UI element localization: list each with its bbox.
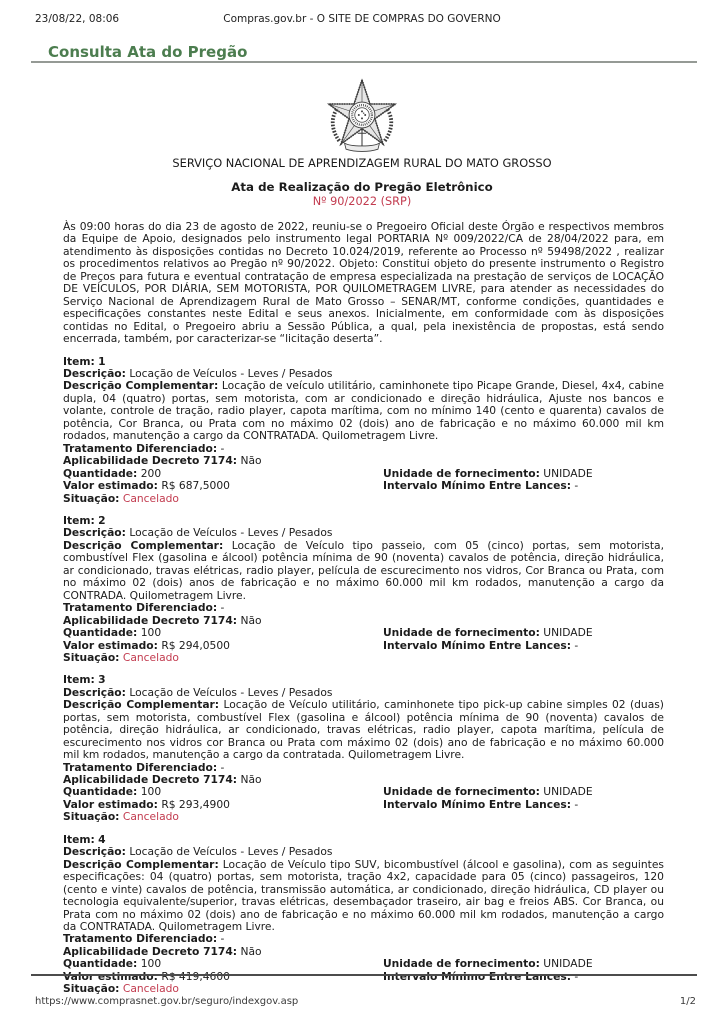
tratamento-value: - [220,760,225,774]
intro-paragraph: Às 09:00 horas do dia 23 de agosto de 2022, reuniu-se o Pregoeiro Oficial deste Órgão e respectivos membros da Equipe de Apoio, designados pelo instrumento legal PORTARIA Nº 009/2022/CA de 28/04/2022 para, em atendimento às disposições contidas no Decreto 10.024/2019, referente ao Processo nº 59498/2022 , realizar os procedimentos relativos ao Pregão nº 90/2022. Objeto: Constitui objeto do presente instrumento o Registro de Preços para futura e eventual contratação de empresa especializada na prestação de serviços de LOCAÇÃO DE VEÍCULOS, POR DIÁRIA, SEM MOTORISTA, POR QUILOMETRAGEM LIVRE, para atender as necessidades do Serviço Nacional de Aprendizagem Rural de Mato Grosso – SENAR/MT, conforme condições, quantidades e especificações constantes neste Edital e seus anexos. Inicialmente, em conformidade com às disposições contidas no Edital, o Pregoeiro abriu a Sessão Pública, a qual, pela inexistência de propostas, está sendo encerrada, também, por caracterizar-se “licitação deserta”. [63,220,664,346]
unidade-value: UNIDADE [543,626,593,640]
tratamento-label: Tratamento Diferenciado: [63,601,218,615]
situacao-label: Situação: [63,650,120,664]
descricao-complementar-label: Descrição Complementar: [63,379,219,393]
descricao-value: Locação de Veículos - Leves / Pesados [129,685,333,699]
unidade-label: Unidade de fornecimento: [383,466,540,480]
quantidade-label: Quantidade: [63,466,138,480]
print-header [0,13,724,27]
tratamento-value: - [220,441,225,455]
aplicabilidade-value: Não [240,613,262,627]
valor-label: Valor estimado: [63,638,158,652]
valor-value: R$ 293,4900 [161,797,230,811]
item-number: 1 [98,354,106,368]
descricao-label: Descrição: [63,526,126,540]
descricao-value: Locação de Veículos - Leves / Pesados [129,526,333,540]
document-body [63,221,664,996]
status-badge: Cancelado [122,491,179,505]
unidade-value: UNIDADE [543,957,593,971]
descricao-value: Locação de Veículos - Leves / Pesados [129,845,333,859]
pregao-item-1 [63,356,664,505]
unidade-label: Unidade de fornecimento: [383,785,540,799]
document-number: Nº 90/2022 (SRP) [312,195,412,208]
print-datetime: 23/08/22, 08:06 [35,13,120,25]
item-number: 4 [98,832,106,846]
brazil-coat-of-arms-icon [324,77,400,153]
page-number: 1/2 [679,996,696,1007]
quantidade-value: 100 [140,785,162,799]
descricao-complementar-label: Descrição Complementar: [63,857,219,871]
intervalo-label: Intervalo Mínimo Entre Lances: [383,638,571,652]
unidade-value: UNIDADE [543,466,593,480]
aplicabilidade-label: Aplicabilidade Decreto 7174: [63,454,238,468]
valor-value: R$ 687,5000 [161,479,230,493]
aplicabilidade-label: Aplicabilidade Decreto 7174: [63,613,238,627]
tratamento-value: - [220,601,225,615]
status-badge: Cancelado [122,810,179,824]
footer-divider [31,974,697,976]
item-number: 2 [98,513,106,527]
valor-label: Valor estimado: [63,479,158,493]
valor-label: Valor estimado: [63,969,158,983]
item-label: Item: [63,673,95,687]
item-label: Item: [63,354,95,368]
descricao-complementar-value: Locação de Veículo utilitário, caminhonete tipo pick-up cabine simples 02 (duas) portas, sem motorista, combustível Flex (gasolina e álcool) potência mínima de 90 (noventa) cavalos de potência, direção hidráulica, ar condicionado, travas elétricas, radio player, capota marítima, película de escurecimento nos vidros cor Branca ou Prata com máximo 02 (dois) ano de fabricação e no máximo 60.000 mil km rodados, manutenção a cargo da contratada. Quilometragem Livre. [63,698,664,762]
intervalo-value: - [574,638,579,652]
quantidade-value: 100 [140,626,162,640]
status-badge: Cancelado [122,982,179,996]
page-title: Consulta Ata do Pregão [48,43,248,61]
valor-value: R$ 419,4600 [161,969,230,983]
aplicabilidade-value: Não [240,944,262,958]
aplicabilidade-value: Não [240,454,262,468]
tratamento-value: - [220,932,225,946]
descricao-complementar-label: Descrição Complementar: [63,698,220,712]
footer-url: https://www.comprasnet.gov.br/seguro/indexgov.asp [35,996,299,1007]
unidade-label: Unidade de fornecimento: [383,626,540,640]
aplicabilidade-label: Aplicabilidade Decreto 7174: [63,773,238,787]
aplicabilidade-label: Aplicabilidade Decreto 7174: [63,944,238,958]
descricao-label: Descrição: [63,366,126,380]
organization-name: SERVIÇO NACIONAL DE APRENDIZAGEM RURAL DO MATO GROSSO [172,156,552,170]
pregao-item-3 [63,674,664,823]
quantidade-label: Quantidade: [63,785,138,799]
status-badge: Cancelado [122,650,179,664]
valor-value: R$ 294,0500 [161,638,230,652]
pregao-item-4 [63,834,664,996]
document-title: Ata de Realização do Pregão Eletrônico [231,180,493,194]
situacao-label: Situação: [63,982,120,996]
descricao-complementar-label: Descrição Complementar: [63,538,224,552]
tratamento-label: Tratamento Diferenciado: [63,932,218,946]
situacao-label: Situação: [63,491,120,505]
tratamento-label: Tratamento Diferenciado: [63,441,218,455]
descricao-complementar-value: Locação de Veículo tipo passeio, com 05 (cinco) portas, sem motorista, combustível Flex (gasolina e álcool) potência mínima de 90 (noventa) cavalos de potência, direção hidráulica, ar condicionado, travas elétricas, radio player, película de escurecimento nos vidros, Cor Branca ou Prata, com no máximo 02 (dois) anos de fabricação e no máximo 60.000 mil km rodados, manutenção a cargo da CONTRADA. Quilometragem Livre. [63,538,664,602]
descricao-label: Descrição: [63,685,126,699]
unidade-value: UNIDADE [543,785,593,799]
item-number: 3 [98,673,106,687]
intervalo-label: Intervalo Mínimo Entre Lances: [383,969,571,983]
pregao-item-2 [63,515,664,664]
descricao-complementar-value: Locação de veículo utilitário, caminhonete tipo Picape Grande, Diesel, 4x4, cabine dupla, 04 (quatro) portas, sem motorista, com ar condicionado e direção hidráulica, Ajuste nos bancos e volante, controle de tração, radio player, capota marítima, com no mínimo 140 (cento e quarenta) cavalos de potência, Cor Branca, ou Prata com no máximo 02 (dois) ano de fabricação e no máximo 60.000 mil km rodados, manutenção a cargo da CONTRATADA. Quilometragem Livre. [63,379,665,443]
tratamento-label: Tratamento Diferenciado: [63,760,218,774]
header-divider [31,61,697,63]
descricao-value: Locação de Veículos - Leves / Pesados [129,366,333,380]
item-label: Item: [63,832,95,846]
intervalo-value: - [574,797,579,811]
quantidade-value: 200 [140,466,162,480]
print-site-title: Compras.gov.br - O SITE DE COMPRAS DO GOVERNO [223,13,501,25]
descricao-label: Descrição: [63,845,126,859]
descricao-complementar-value: Locação de Veículo tipo SUV, bicombustível (álcool e gasolina), com as seguintes especificações: 04 (quatro) portas, sem motorista, tração 4x2, capacidade para 05 (cinco) passageiros, 120 (cento e vinte) cavalos de potência, transmissão automática, ar condicionado, direção hidráulica, CD player ou tecnologia equivalente/superior, travas elétricas, desembaçador traseiro, air bag e freios ABS. Cor Branca, ou Prata com no máximo 02 (dois) ano de fabricação e no máximo 60.000 mil km rodados, manutenção a cargo da CONTRATADA. Quilometragem Livre. [63,857,664,934]
intervalo-label: Intervalo Mínimo Entre Lances: [383,797,571,811]
valor-label: Valor estimado: [63,797,158,811]
item-label: Item: [63,513,95,527]
quantidade-value: 100 [140,957,162,971]
intervalo-label: Intervalo Mínimo Entre Lances: [383,479,571,493]
unidade-label: Unidade de fornecimento: [383,957,540,971]
intervalo-value: - [574,969,579,983]
quantidade-label: Quantidade: [63,957,138,971]
aplicabilidade-value: Não [240,773,262,787]
intervalo-value: - [574,479,579,493]
quantidade-label: Quantidade: [63,626,138,640]
situacao-label: Situação: [63,810,120,824]
